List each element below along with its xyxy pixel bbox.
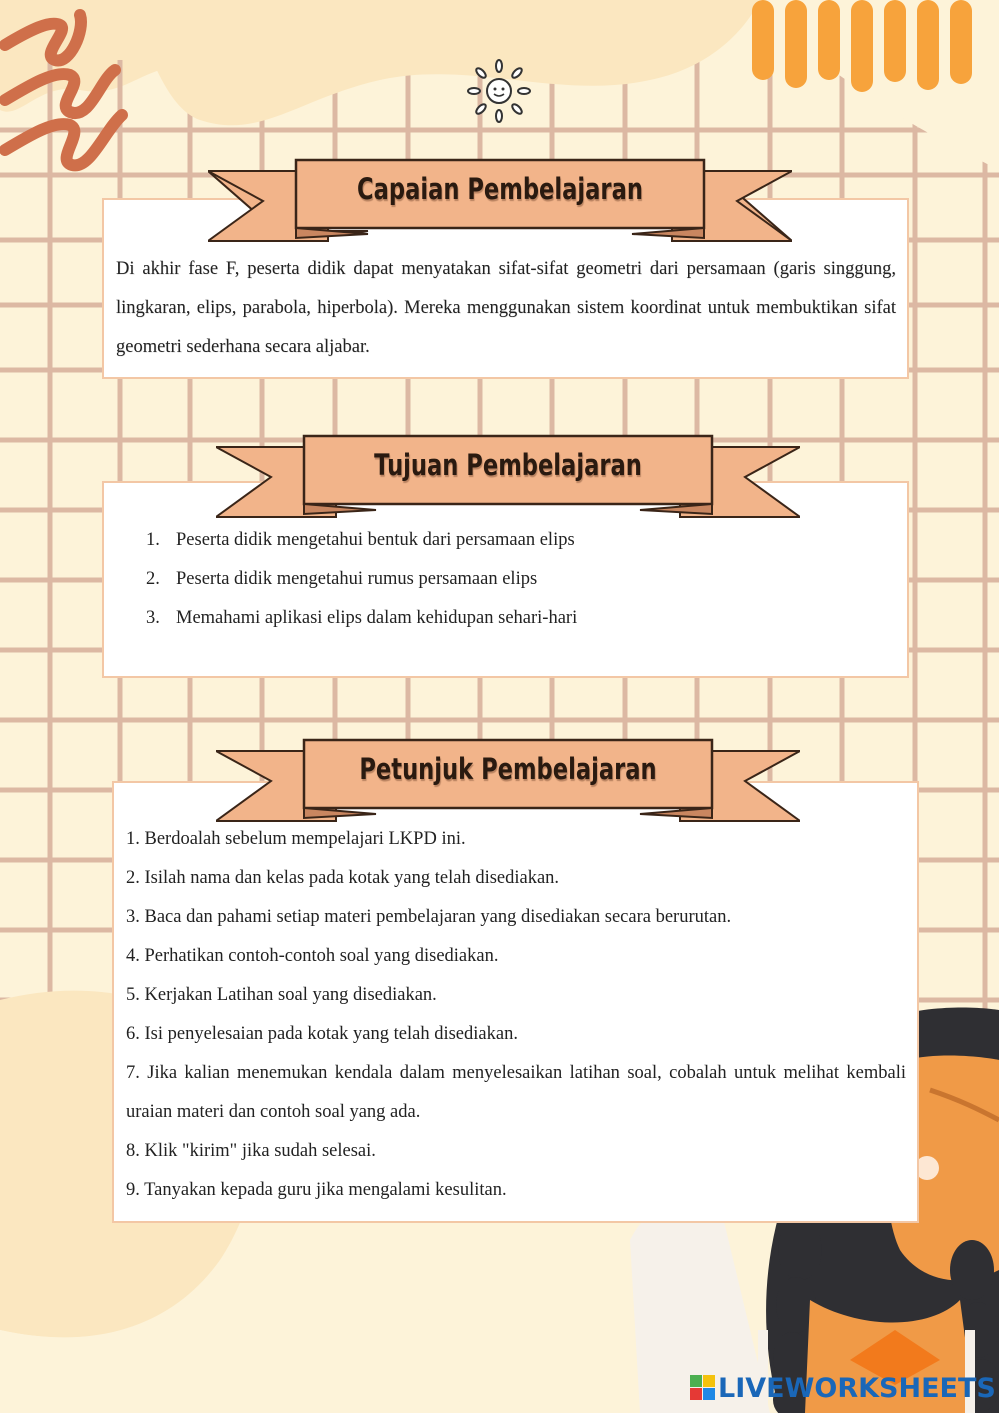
list-item: 3. Baca dan pahami setiap materi pembelajaran yang disediakan secara berurutan. [126, 907, 732, 927]
list-item: 1. Berdoalah sebelum mempelajari LKPD ini. [126, 829, 466, 849]
petunjuk-title: Petunjuk Pembelajaran [359, 752, 657, 786]
logo-text: LIVEWORKSHEETS [718, 1372, 996, 1404]
capaian-banner [208, 156, 792, 242]
list-item: 2. Peserta didik mengetahui rumus persamaan elips [146, 569, 538, 589]
capaian-text: Di akhir fase F, peserta didik dapat menyatakan sifat-sifat geometri dari persamaan (garis singgung, lingkaran, elips, parabola, hiperbola). Mereka menggunakan sistem koordinat untuk membuktikan sifat geometri sederhana secara aljabar. [116, 259, 896, 357]
list-item: 8. Klik "kirim" jika sudah selesai. [126, 1141, 376, 1161]
liveworksheets-logo-icon [690, 1375, 716, 1401]
liveworksheets-logo[interactable] [690, 1370, 996, 1406]
list-item: 9. Tanyakan kepada guru jika mengalami kesulitan. [126, 1180, 507, 1200]
tujuan-banner [216, 432, 800, 518]
tujuan-list [146, 521, 886, 638]
list-item: 7. Jika kalian menemukan kendala dalam menyelesaikan latihan soal, cobalah untuk melihat kembali uraian materi dan contoh soal yang ada. [126, 1063, 906, 1122]
list-item: 1. Peserta didik mengetahui bentuk dari persamaan elips [146, 530, 575, 550]
petunjuk-banner [216, 736, 800, 822]
list-item: 6. Isi penyelesaian pada kotak yang telah disediakan. [126, 1024, 518, 1044]
sun-icon [466, 58, 532, 124]
list-item: 2. Isilah nama dan kelas pada kotak yang telah disediakan. [126, 868, 560, 888]
tujuan-title: Tujuan Pembelajaran [374, 448, 642, 482]
list-item: 5. Kerjakan Latihan soal yang disediakan. [126, 985, 437, 1005]
list-item: 3. Memahami aplikasi elips dalam kehidupan sehari-hari [146, 608, 578, 628]
capaian-title: Capaian Pembelajaran [357, 172, 643, 206]
list-item: 4. Perhatikan contoh-contoh soal yang disediakan. [126, 946, 499, 966]
petunjuk-list [126, 820, 906, 1210]
